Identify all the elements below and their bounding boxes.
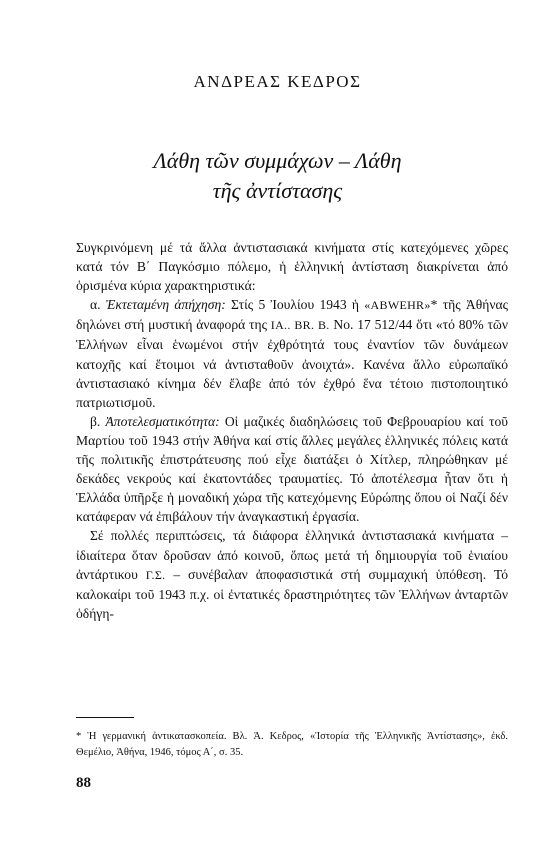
point-a-text-2: τῆς Ἀθήνας δηλώνει στή μυστική ἀναφορά της <box>76 297 509 333</box>
running-header-author: ΑΝΔΡΕΑΣ ΚΕΔΡΟΣ <box>193 72 362 91</box>
page-number: 88 <box>76 775 91 791</box>
point-a-text-3: No. 17 512/44 ὅτι «τό 80% τῶν Ἑλλήνων εἶναι ἑνωμένοι στήν ἐχθρότητά τους ἐναντίον τῶν δυνάμεων κατοχῆς καί ἕτοιμοι νά ἀντισταθοῦν ἀνοιχτά». Κανένα ἄλλο εὐρωπαϊκό ἀντιστασιακό κίνημα δέν ἔλαβε ἀπό τόν ἐχθρό ἕνα τέτοιο πιστοποιητικό πατριωτισμοῦ. <box>76 317 508 410</box>
paragraph-intro: Συγκρινόμενη μέ τά ἄλλα ἀντιστασιακά κινήματα στίς κατεχόμενες χῶρες κατά τόν Β΄ Παγκόσμιο πόλεμο, ἡ ἑλληνική ἀντίσταση διακρίνεται ἀπό ὁρισμένα κύρια χαρακτηριστικά: <box>76 240 508 294</box>
continuation-text-2: – συνέβαλαν ἀποφασιστικά στή συμμαχική ὑπόθεση. Τό καλοκαίρι τοῦ 1943 π.χ. οἱ ἐντατικές δραστηριότητες τῶν Ἑλλήνων ἀνταρτῶν ὁδήγη- <box>76 566 508 621</box>
abwehr-term: «ABWEHR» <box>364 298 431 313</box>
body-text <box>76 238 508 623</box>
chapter-title <box>0 146 555 206</box>
point-a-text-1: Στίς 5 Ἰουλίου 1943 ἡ <box>225 297 365 313</box>
chapter-title-line-1: Λάθη τῶν συμμάχων – Λάθη <box>153 148 402 173</box>
paragraph-point-a <box>76 295 508 412</box>
point-b-text: Οἱ μαζικές διαδηλώσεις τοῦ Φεβρουαρίου καί τοῦ Μαρτίου τοῦ 1943 στήν Ἀθήνα καί στίς ἄλλες μεγάλες ἑλληνικές πόλεις κατά τῆς πολιτικῆς ἐπιστράτευσης πού εἶχε διατάξει ὁ Χίτλερ, πληρώθηκαν μέ δεκάδες νεκρούς καί ἑκατοντάδες τραυματίες. Τό ἀποτέλεσμα ἦταν ὅτι ἡ Ἑλλάδα ὑπῆρξε ἡ μοναδική χώρα τῆς κατεχόμενης Εὐρώπης ὅπου οἱ Ναζί δέν κατάφεραν νά ἐπιβάλουν τήν ἀναγκαστική ἐργασία. <box>76 413 508 525</box>
paragraph-continuation <box>76 526 508 622</box>
point-b-heading: Ἀποτελεσματικότητα: <box>105 413 220 429</box>
point-a-label: α. <box>90 297 106 313</box>
point-a-heading: Ἐκτεταμένη ἀπήχηση: <box>105 297 226 313</box>
point-b-label: β. <box>90 413 106 429</box>
chapter-title-line-2: τῆς ἀντίστασης <box>212 178 343 203</box>
continuation-text-1: Σέ πολλές περιπτώσεις, τά διάφορα ἑλληνικά ἀντιστασιακά κινήματα – ἰδιαίτερα ὅταν δροῦσαν ἀπό κοινοῦ, ὅπως μετά τή δημιουργία τοῦ ἑνιαίου ἀντάρτικου <box>76 528 508 582</box>
footnote-divider <box>76 717 134 718</box>
report-reference: IA.. BR. B. <box>270 318 330 333</box>
footnote: * Ἡ γερμανική ἀντικατασκοπεία. Βλ. Ἀ. Κεδρος, «Ἱστορία τῆς Ἑλληνικῆς Ἀντίστασης», ἐκδ. Θεμέλιο, Ἀθήνα, 1946, τόμος Α΄, σ. 35. <box>76 731 508 758</box>
gs-abbreviation: Γ.Σ. <box>145 567 166 582</box>
paragraph-point-b <box>76 412 508 527</box>
footnote-marker: * <box>430 297 438 313</box>
